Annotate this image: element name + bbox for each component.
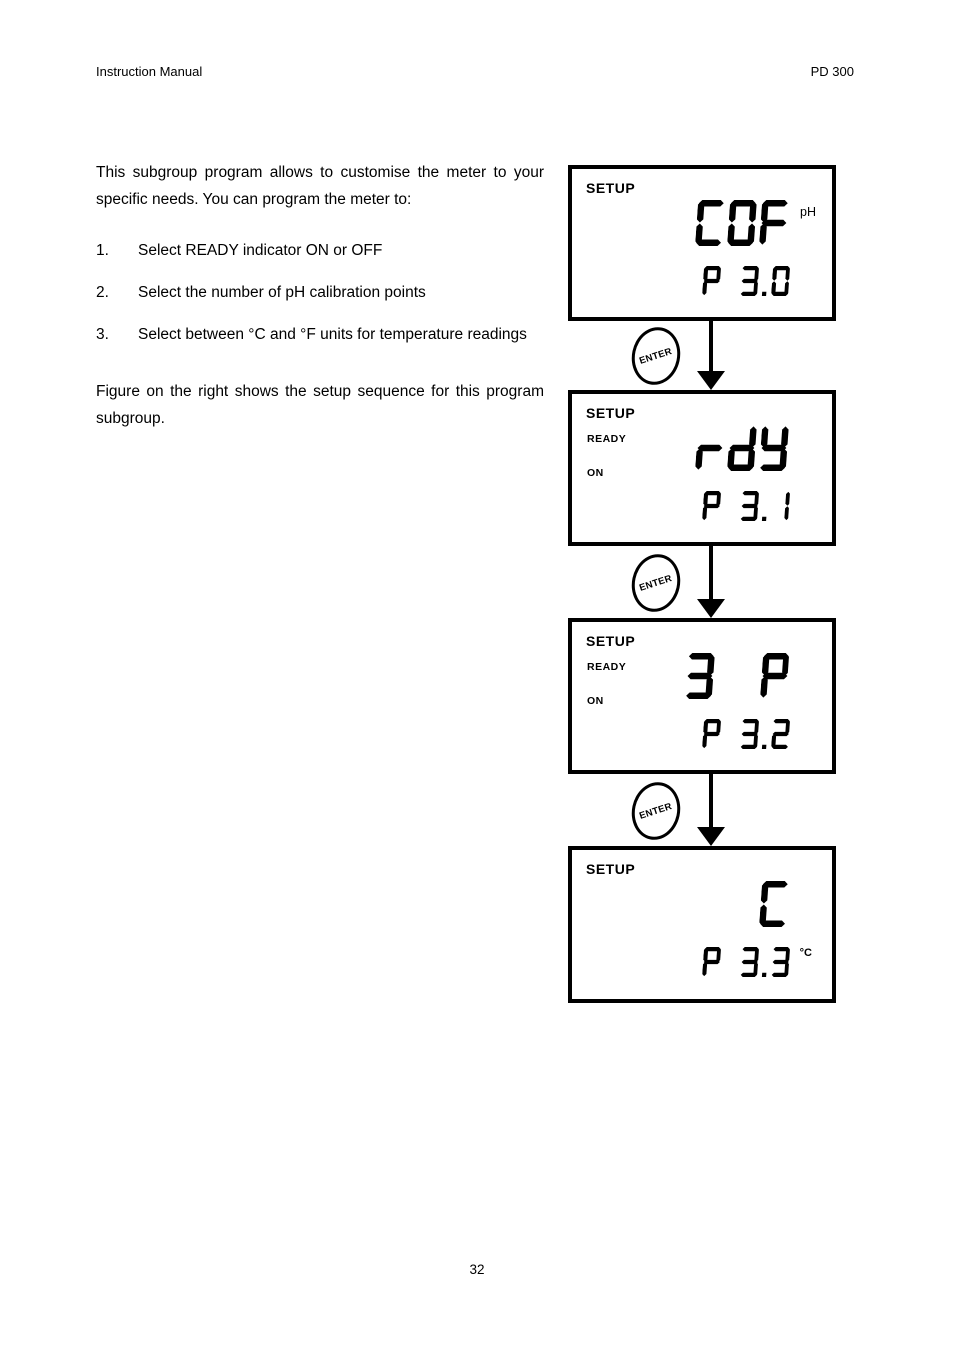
- page-number: 32: [469, 1262, 485, 1277]
- setup-sequence-figure: [568, 165, 836, 1003]
- lcd-main-reading: [695, 200, 789, 246]
- ready-label: READY: [587, 433, 627, 445]
- lcd-program-number: [702, 491, 790, 521]
- on-label: ON: [587, 695, 604, 707]
- enter-key-icon: [626, 778, 685, 845]
- figure-caption: Figure on the right shows the setup sequence for this program subgroup.: [96, 383, 544, 427]
- setup-label: SETUP: [586, 405, 636, 421]
- arrow-down-icon: [697, 774, 725, 846]
- list-item: [96, 237, 544, 264]
- lcd-screen-p3-0: [568, 165, 836, 321]
- enter-key-icon: [626, 323, 685, 390]
- lcd-program-number: [702, 266, 790, 296]
- setup-label: SETUP: [586, 180, 636, 196]
- lcd-program-number: [702, 719, 790, 749]
- list-item: [96, 279, 544, 306]
- lcd-screen-p3-2: [568, 618, 836, 774]
- lcd-screen-p3-3: [568, 846, 836, 1003]
- lcd-screen-p3-1: [568, 390, 836, 546]
- enter-key-icon: [626, 550, 685, 617]
- lcd-main-reading: [685, 653, 789, 699]
- on-label: ON: [587, 467, 604, 479]
- list-text: Select the number of pH calibration points: [138, 284, 426, 301]
- list-number: 3.: [96, 326, 109, 343]
- ready-label: READY: [587, 661, 627, 673]
- manual-title: Instruction Manual: [96, 64, 203, 79]
- list-text: Select READY indicator ON or OFF: [138, 242, 383, 259]
- setup-label: SETUP: [586, 633, 636, 649]
- page-header: [96, 64, 854, 80]
- celsius-unit-label: °C: [799, 947, 812, 959]
- enter-key-label: ENTER: [638, 572, 674, 594]
- sequence-connector: [568, 546, 836, 618]
- lcd-program-number: [702, 947, 790, 977]
- model-number: PD 300: [810, 64, 854, 79]
- list-text: Select between °C and °F units for temperature readings: [138, 326, 527, 343]
- intro-paragraph: This subgroup program allows to customise the meter to your specific needs. You can program the meter to:: [96, 164, 544, 208]
- enter-key-label: ENTER: [638, 345, 674, 367]
- enter-key-label: ENTER: [638, 800, 674, 822]
- arrow-down-icon: [697, 321, 725, 390]
- sequence-connector: [568, 774, 836, 846]
- list-number: 1.: [96, 242, 109, 259]
- ph-unit-label: pH: [800, 205, 816, 219]
- body-text-column: [96, 159, 544, 432]
- sequence-connector: [568, 321, 836, 390]
- list-number: 2.: [96, 284, 109, 301]
- lcd-main-reading: [759, 881, 789, 927]
- lcd-main-reading: [695, 425, 789, 471]
- setup-label: SETUP: [586, 861, 636, 877]
- arrow-down-icon: [697, 546, 725, 618]
- list-item: [96, 321, 544, 348]
